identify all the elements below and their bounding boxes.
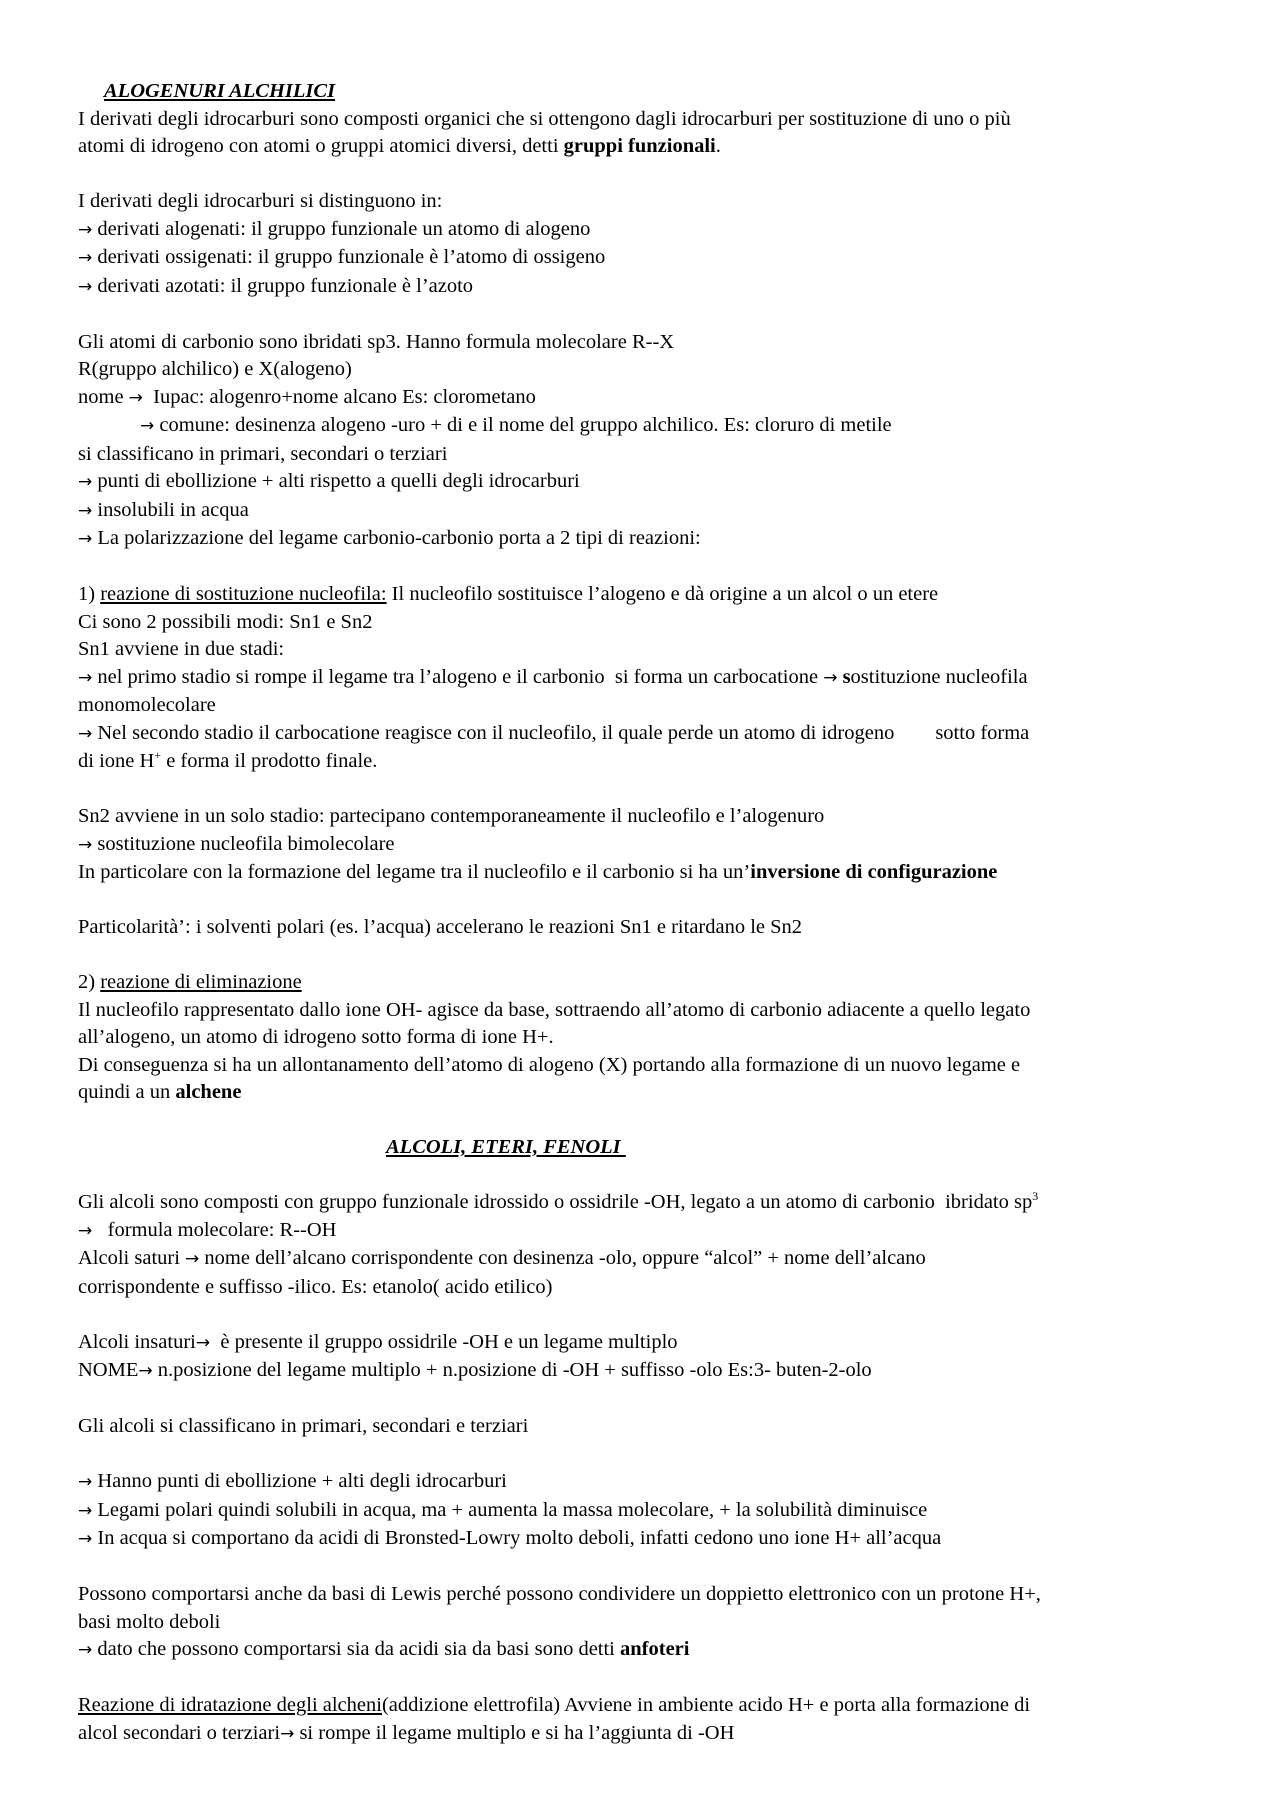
paragraph-line: 2) reazione di eliminazione bbox=[78, 971, 302, 993]
paragraph-line: corrispondente e suffisso -ilico. Es: etanolo( acido etilico) bbox=[78, 1275, 553, 1298]
paragraph-line: In particolare con la formazione del legame tra il nucleofilo e il carbonio si ha un’inversione di configurazione bbox=[78, 861, 998, 883]
underlined-heading: reazione di sostituzione nucleofila: bbox=[100, 583, 387, 605]
paragraph-line: all’alogeno, un atomo di idrogeno sotto forma di ione H+. bbox=[78, 1026, 554, 1048]
arrow-icon: → bbox=[140, 416, 155, 436]
arrow-icon: → bbox=[128, 387, 143, 408]
paragraph-line: atomi di idrogeno con atomi o gruppi atomici diversi, detti gruppi funzionali. bbox=[78, 135, 721, 157]
paragraph-line: Il nucleofilo rappresentato dallo ione OH- agisce da base, sottraendo all’atomo di carbonio adiacente a quello legato bbox=[78, 998, 1031, 1021]
bold-term: gruppi funzionali bbox=[563, 135, 716, 157]
list-item: → Hanno punti di ebollizione + alti degli idrocarburi bbox=[78, 1470, 507, 1492]
paragraph-line: 1) reazione di sostituzione nucleofila: Il nucleofilo sostituisce l’alogeno e dà origine a un alcol o un etere bbox=[78, 583, 939, 605]
paragraph-line: basi molto deboli bbox=[78, 1610, 221, 1633]
paragraph-line: NOME→ n.posizione del legame multiplo + n.posizione di -OH + suffisso -olo Es:3- buten-2-olo bbox=[78, 1359, 872, 1381]
paragraph-line: Ci sono 2 possibili modi: Sn1 e Sn2 bbox=[78, 610, 373, 633]
bold-term: alchene bbox=[175, 1081, 242, 1103]
paragraph-line: quindi a un alchene bbox=[78, 1081, 242, 1103]
paragraph-line: Gli alcoli si classificano in primari, secondari e terziari bbox=[78, 1415, 529, 1437]
arrow-icon: → bbox=[78, 248, 93, 268]
arrow-icon: → bbox=[823, 667, 838, 688]
list-item: → Legami polari quindi solubili in acqua, ma + aumenta la massa molecolare, + la solubilità diminuisce bbox=[78, 1498, 928, 1521]
paragraph-line: Particolarità’: i solventi polari (es. l’acqua) accelerano le reazioni Sn1 e ritardano le Sn2 bbox=[78, 916, 803, 938]
paragraph-line: → formula molecolare: R--OH bbox=[78, 1218, 337, 1241]
paragraph-line: Reazione di idratazione degli alcheni(addizione elettrofila) Avviene in ambiente acido H+ e porta alla formazione di bbox=[78, 1694, 1031, 1716]
paragraph-line: Alcoli insaturi→ è presente il gruppo ossidrile -OH e un legame multiplo bbox=[78, 1330, 678, 1353]
list-item: → derivati azotati: il gruppo funzionale è l’azoto bbox=[78, 274, 474, 297]
paragraph-line: Sn2 avviene in un solo stadio: partecipano contemporaneamente il nucleofilo e l’alogenuro bbox=[78, 805, 825, 827]
arrow-icon: → bbox=[78, 276, 93, 297]
arrow-icon: → bbox=[78, 667, 93, 688]
paragraph-line: Gli alcoli sono composti con gruppo funzionale idrossido o ossidrile -OH, legato a un atomo di carbonio ibridato $sp^3$ bbox=[78, 1189, 1039, 1213]
arrow-icon: → bbox=[185, 1249, 200, 1269]
paragraph-line: R(gruppo alchilico) e X(alogeno) bbox=[78, 358, 352, 380]
paragraph-line: Alcoli saturi → nome dell’alcano corrispondente con desinenza -olo, oppure “alcol” + nome dell’alcano bbox=[78, 1247, 926, 1269]
list-item: → punti di ebollizione + alti rispetto a quelli degli idrocarburi bbox=[78, 470, 580, 492]
paragraph-line: di ione H+ e forma il prodotto finale. bbox=[78, 748, 378, 772]
paragraph-line: Possono comportarsi anche da basi di Lewis perché possono condividere un doppietto elettronico con un protone H+, bbox=[78, 1583, 1041, 1605]
paragraph-line: Gli atomi di carbonio sono ibridati sp3. Hanno formula molecolare R--X bbox=[78, 330, 675, 353]
arrow-icon: → bbox=[78, 472, 93, 492]
bold-term: anfoteri bbox=[620, 1638, 690, 1660]
arrow-icon: → bbox=[78, 1529, 93, 1549]
paragraph-line: Sn1 avviene in due stadi: bbox=[78, 638, 285, 660]
bold-term: inversione di configurazione bbox=[750, 861, 998, 883]
paragraph-line: monomolecolare bbox=[78, 694, 216, 716]
arrow-icon: → bbox=[195, 1332, 211, 1353]
arrow-icon: → bbox=[78, 1220, 93, 1241]
arrow-icon: → bbox=[78, 1472, 93, 1492]
arrow-icon: → bbox=[78, 529, 93, 549]
list-item: → insolubili in acqua bbox=[78, 498, 249, 521]
list-item: → sostituzione nucleofila bimolecolare bbox=[78, 832, 395, 855]
section-title-alcoli: ALCOLI, ETERI, FENOLI bbox=[386, 1136, 626, 1158]
list-item: → derivati alogenati: il gruppo funzionale un atomo di alogeno bbox=[78, 217, 591, 240]
list-item: → derivati ossigenati: il gruppo funzionale è l’atomo di ossigeno bbox=[78, 246, 606, 268]
underlined-heading: reazione di eliminazione bbox=[100, 971, 302, 993]
list-item: → In acqua si comportano da acidi di Bronsted-Lowry molto deboli, infatti cedono uno ione H+ all’acqua bbox=[78, 1527, 942, 1549]
arrow-icon: → bbox=[78, 834, 93, 855]
section-title-alogenuri: ALOGENURI ALCHILICI bbox=[104, 80, 336, 102]
arrow-icon: → bbox=[78, 1500, 93, 1521]
paragraph-line: I derivati degli idrocarburi sono composti organici che si ottengono dagli idrocarburi per sostituzione di uno o più bbox=[78, 107, 1011, 130]
arrow-icon: → bbox=[280, 1723, 295, 1744]
arrow-icon: → bbox=[138, 1361, 153, 1381]
paragraph-line: alcol secondari o terziari→ si rompe il legame multiplo e si ha l’aggiunta di -OH bbox=[78, 1721, 735, 1744]
list-item: → nel primo stadio si rompe il legame tra l’alogeno e il carbonio si forma un carbocatione → sostituzione nucleofila bbox=[78, 665, 1028, 688]
underlined-heading: Reazione di idratazione degli alcheni bbox=[78, 1694, 382, 1716]
list-item: → dato che possono comportarsi sia da acidi sia da basi sono detti anfoteri bbox=[78, 1638, 690, 1660]
list-item: → La polarizzazione del legame carbonio-carbonio porta a 2 tipi di reazioni: bbox=[78, 527, 701, 549]
arrow-icon: → bbox=[78, 723, 93, 744]
paragraph-line: Di conseguenza si ha un allontanamento dell’atomo di alogeno (X) portando alla formazione di un nuovo legame e bbox=[78, 1053, 1021, 1076]
arrow-icon: → bbox=[78, 500, 93, 521]
arrow-icon: → bbox=[78, 219, 93, 240]
arrow-icon: → bbox=[78, 1640, 93, 1660]
paragraph-line: si classificano in primari, secondari o terziari bbox=[78, 442, 448, 465]
paragraph-line: I derivati degli idrocarburi si distinguono in: bbox=[78, 190, 443, 212]
document-page bbox=[78, 78, 1208, 1748]
list-item: → Nel secondo stadio il carbocatione reagisce con il nucleofilo, il quale perde un atomo di idrogeno sotto forma bbox=[78, 721, 1030, 744]
paragraph-line: nome → Iupac: alogenro+nome alcano Es: clorometano bbox=[78, 385, 536, 408]
paragraph-line: → comune: desinenza alogeno -uro + di e il nome del gruppo alchilico. Es: cloruro di metile bbox=[140, 414, 892, 436]
